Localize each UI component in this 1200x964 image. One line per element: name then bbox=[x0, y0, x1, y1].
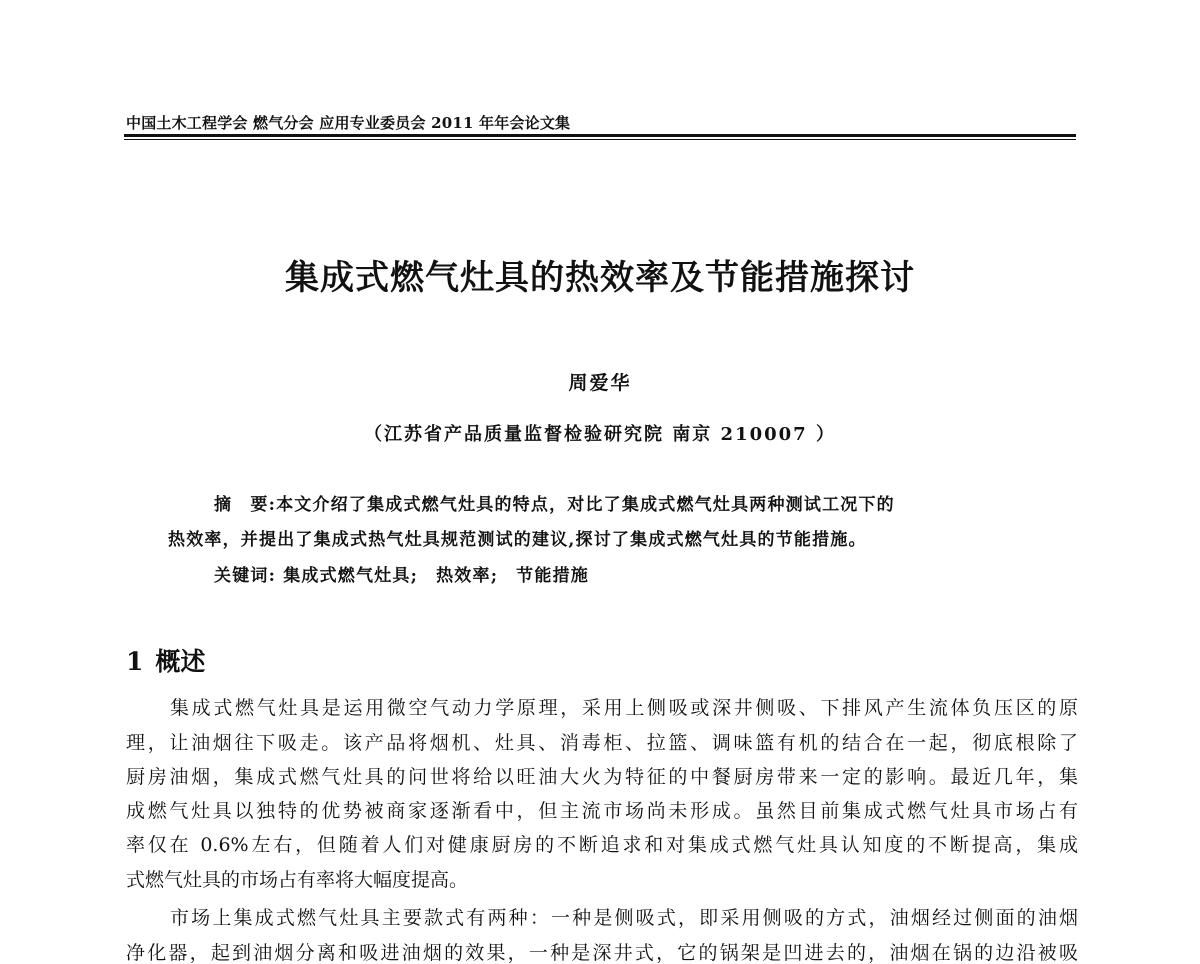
body-line: 理，让油烟往下吸走。该产品将烟机、灶具、消毒柜、拉篮、调味篮有机的结合在一起，彻底根除了 bbox=[126, 732, 1078, 754]
keyword-item: 热效率; bbox=[436, 566, 499, 586]
body-line: 集成式燃气灶具是运用微空气动力学原理，采用上侧吸或深井侧吸、下排风产生流体负压区的原 bbox=[170, 697, 1078, 719]
keywords-label: 关键词: bbox=[214, 566, 277, 586]
body-line: 率仅在 0.6%左右，但随着人们对健康厨房的不断追求和对集成式燃气灶具认知度的不断提高，集成 bbox=[126, 834, 1078, 856]
keyword-item: 集成式燃气灶具; bbox=[283, 566, 419, 586]
running-header: 中国土木工程学会 燃气分会 应用专业委员会 2011 年年会论文集 bbox=[126, 114, 571, 132]
header-rule-thick bbox=[124, 134, 1076, 137]
body-line: 式燃气灶具的市场占有率将大幅度提高。 bbox=[126, 869, 469, 891]
abstract-text-1: 本文介绍了集成式燃气灶具的特点，对比了集成式燃气灶具两种测试工况下的 bbox=[276, 495, 895, 515]
keywords-line bbox=[214, 561, 589, 586]
section-number: 1 bbox=[126, 647, 144, 676]
body-line: 成燃气灶具以独特的优势被商家逐渐看中，但主流市场尚未形成。虽然目前集成式燃气灶具市场占有 bbox=[126, 800, 1078, 822]
author-name: 周爱华 bbox=[568, 372, 632, 394]
abstract-line-1 bbox=[214, 490, 895, 515]
author-affiliation: （江苏省产品质量监督检验研究院 南京 210007 ） bbox=[364, 424, 836, 445]
body-line: 净化器，起到油烟分离和吸进油烟的效果，一种是深井式，它的锅架是凹进去的，油烟在锅的边沿被吸 bbox=[126, 942, 1078, 964]
section-title: 概述 bbox=[155, 647, 206, 676]
section-heading bbox=[126, 642, 205, 678]
paper-title: 集成式燃气灶具的热效率及节能措施探讨 bbox=[285, 258, 915, 298]
abstract-label: 摘 要: bbox=[214, 495, 277, 515]
abstract-line-2 bbox=[168, 525, 867, 550]
keyword-item: 节能措施 bbox=[516, 566, 589, 586]
abstract-text-2: 热效率，并提出了集成式热气灶具规范测试的建议,探讨了集成式燃气灶具的节能措施。 bbox=[168, 530, 867, 550]
body-line: 市场上集成式燃气灶具主要款式有两种：一种是侧吸式，即采用侧吸的方式，油烟经过侧面的油烟 bbox=[170, 907, 1078, 929]
body-line: 厨房油烟，集成式燃气灶具的问世将给以旺油大火为特征的中餐厨房带来一定的影响。最近几年，集 bbox=[126, 766, 1078, 788]
header-rule-thin bbox=[124, 139, 1076, 140]
